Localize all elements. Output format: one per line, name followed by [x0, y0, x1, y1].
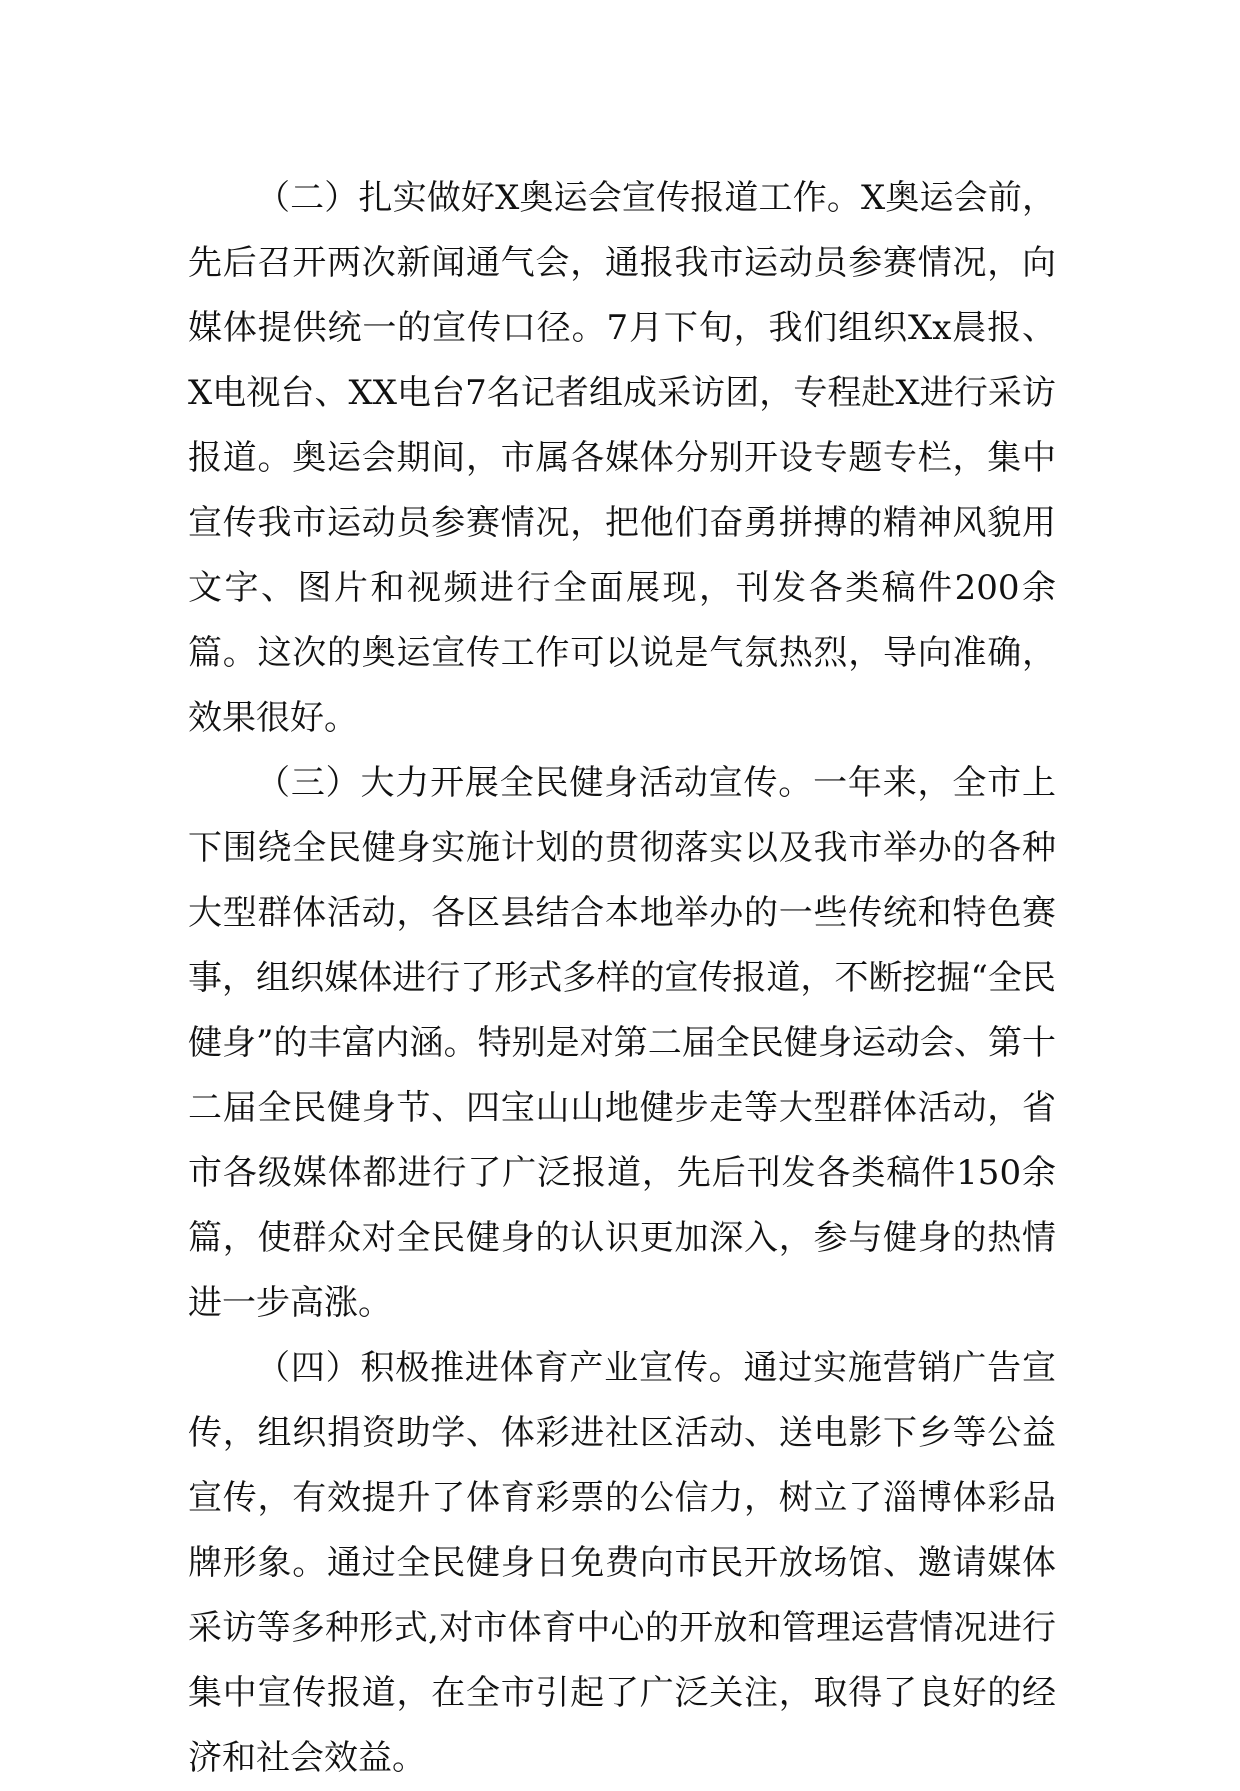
paragraph-sports-industry: （四）积极推进体育产业宣传。通过实施营销广告宣传，组织捐资助学、体彩进社区活动、送电影下乡等公益宣传，有效提升了体育彩票的公信力，树立了淄博体彩品牌形象。通过全民健身日免费向市民开放场馆、邀请媒体采访等多种形式,对市体育中心的开放和管理运营情况进行集中宣传报道，在全市引起了广泛关注，取得了良好的经济和社会效益。 — [188, 1348, 1056, 1778]
paragraph-national-fitness: （三）大力开展全民健身活动宣传。一年来，全市上下围绕全民健身实施计划的贯彻落实以及我市举办的各种大型群体活动，各区县结合本地举办的一些传统和特色赛事，组织媒体进行了形式多样的宣传报道，不断挖掘“全民健身”的丰富内涵。特别是对第二届全民健身运动会、第十二届全民健身节、四宝山山地健步走等大型群体活动，省市各级媒体都进行了广泛报道，先后刊发各类稿件150余篇，使群众对全民健身的认识更加深入，参与健身的热情进一步高涨。 — [188, 763, 1056, 1323]
paragraph-olympic-coverage: （二）扎实做好X奥运会宣传报道工作。X奥运会前，先后召开两次新闻通气会，通报我市运动员参赛情况，向媒体提供统一的宣传口径。7月下旬，我们组织Xx晨报、X电视台、XX电台7名记者组成采访团，专程赴X进行采访报道。奥运会期间，市属各媒体分别开设专题专栏，集中宣传我市运动员参赛情况，把他们奋勇拼搏的精神风貌用文字、图片和视频进行全面展现，刊发各类稿件200余篇。这次的奥运宣传工作可以说是气氛热烈，导向准确，效果很好。 — [188, 178, 1056, 738]
document-body — [188, 166, 1056, 1791]
